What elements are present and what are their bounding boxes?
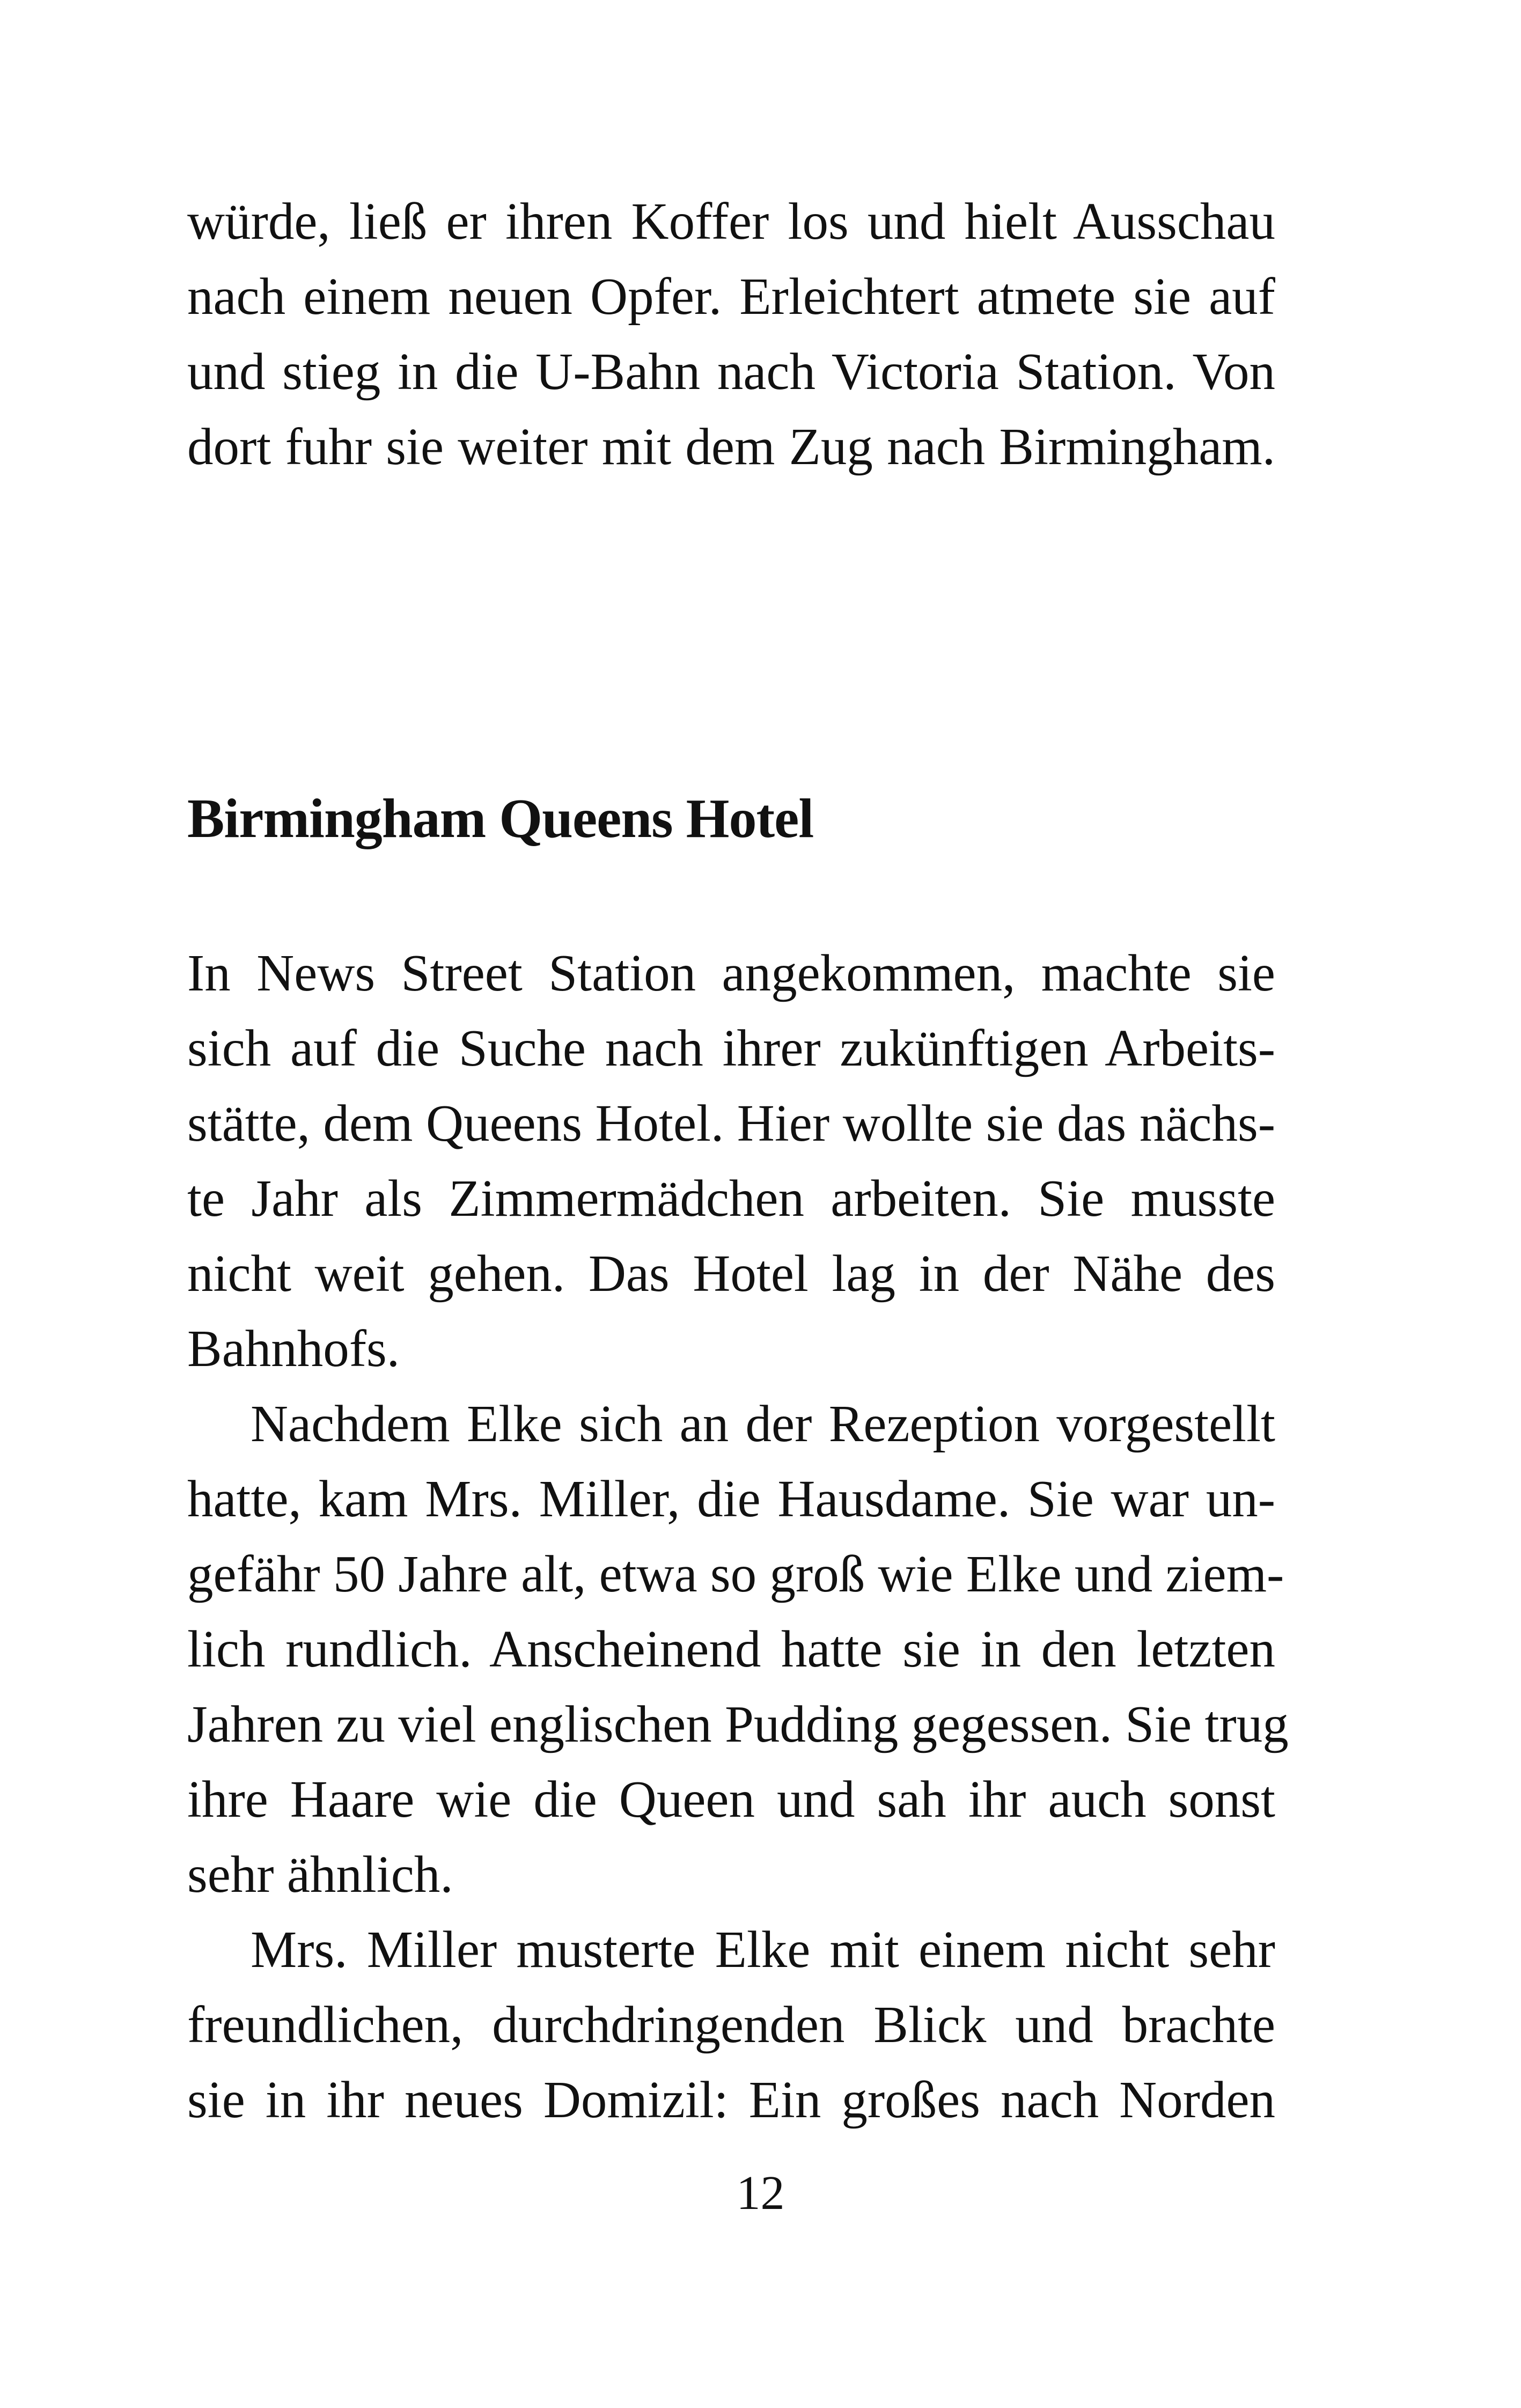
text-line: stätte, dem Queens Hotel. Hier wollte sie das nächs- xyxy=(187,1095,1275,1152)
paragraph-3 xyxy=(187,1912,1275,2138)
text-line: In News Street Station angekommen, machte sie xyxy=(187,944,1275,1002)
text-line: nach einem neuen Opfer. Erleichtert atmete sie auf xyxy=(187,268,1275,325)
text-line: Nachdem Elke sich an der Rezeption vorgestellt xyxy=(251,1395,1275,1452)
text-line: sehr ähnlich. xyxy=(187,1846,453,1903)
text-line: Mrs. Miller musterte Elke mit einem nicht sehr xyxy=(251,1921,1275,1978)
paragraph-2 xyxy=(187,1386,1289,1912)
page-number: 12 xyxy=(736,2167,785,2220)
text-line: dort fuhr sie weiter mit dem Zug nach Birmingham. xyxy=(187,418,1275,475)
text-line: Bahnhofs. xyxy=(187,1320,400,1377)
text-line: te Jahr als Zimmermädchen arbeiten. Sie musste xyxy=(187,1170,1275,1227)
text-line: und stieg in die U-Bahn nach Victoria Station. Von xyxy=(187,343,1275,400)
text-line: Jahren zu viel englischen Pudding gegessen. Sie trug xyxy=(187,1695,1289,1753)
text-line: nicht weit gehen. Das Hotel lag in der Nähe des xyxy=(187,1245,1275,1302)
text-line: sich auf die Suche nach ihrer zukünftigen Arbeits- xyxy=(187,1019,1275,1077)
paragraph-1 xyxy=(187,936,1275,1386)
text-line: würde, ließ er ihren Koffer los und hielt Ausschau xyxy=(187,193,1275,250)
text-line: gefähr 50 Jahre alt, etwa so groß wie Elke und ziem- xyxy=(187,1545,1284,1603)
text-line: hatte, kam Mrs. Miller, die Hausdame. Sie war un- xyxy=(187,1470,1275,1528)
text-line: freundlichen, durchdringenden Blick und brachte xyxy=(187,1996,1275,2053)
text-line: lich rundlich. Anscheinend hatte sie in den letzten xyxy=(187,1620,1275,1678)
section-heading: Birmingham Queens Hotel xyxy=(187,788,814,849)
intro-paragraph xyxy=(187,184,1275,484)
text-line: sie in ihr neues Domizil: Ein großes nach Norden xyxy=(187,2071,1275,2128)
text-line: ihre Haare wie die Queen und sah ihr auch sonst xyxy=(187,1771,1275,1828)
